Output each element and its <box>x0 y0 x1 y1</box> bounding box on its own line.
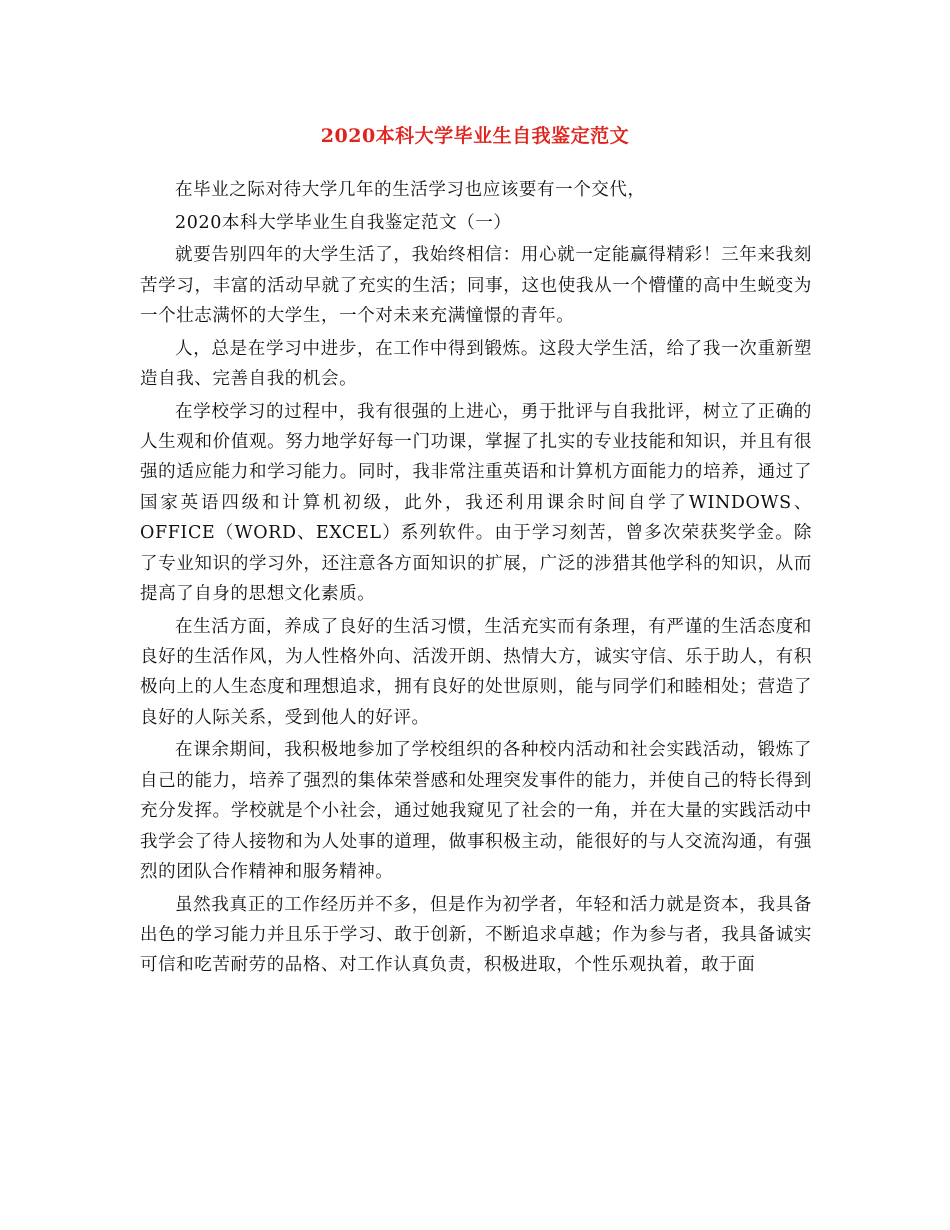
paragraph: 在学校学习的过程中，我有很强的上进心，勇于批评与自我批评，树立了正确的人生观和价值观。努力地学好每一门功课，掌握了扎实的专业技能和知识，并且有很强的适应能力和学习能力。同时，我非常注重英语和计算机方面能力的培养，通过了国家英语四级和计算机初级，此外，我还利用课余时间自学了WINDOWS、OFFICE（WORD、EXCEL）系列软件。由于学习刻苦，曾多次荣获奖学金。除了专业知识的学习外，还注意各方面知识的扩展，广泛的涉猎其他学科的知识，从而提高了自身的思想文化素质。 <box>140 401 812 605</box>
paragraph: 虽然我真正的工作经历并不多，但是作为初学者，年轻和活力就是资本，我具备出色的学习能力并且乐于学习、敢于创新，不断追求卓越；作为参与者，我具备诚实可信和吃苦耐劳的品格、对工作认真负责，积极进取，个性乐观执着，敢于面 <box>140 894 812 976</box>
paragraph: 在生活方面，养成了良好的生活习惯，生活充实而有条理，有严谨的生活态度和良好的生活作风，为人性格外向、活泼开朗、热情大方，诚实守信、乐于助人，有积极向上的人生态度和理想追求，拥有良好的处世原则，能与同学们和睦相处；营造了良好的人际关系，受到他人的好评。 <box>140 616 812 728</box>
paragraph-intro: 在毕业之际对待大学几年的生活学习也应该要有一个交代， <box>175 180 646 200</box>
document-body <box>140 175 812 983</box>
document-title: 2020本科大学毕业生自我鉴定范文 <box>320 125 630 147</box>
paragraph: 人，总是在学习中进步，在工作中得到锻炼。这段大学生活，给了我一次重新塑造自我、完善自我的机会。 <box>140 338 812 389</box>
paragraph: 就要告别四年的大学生活了，我始终相信：用心就一定能赢得精彩！三年来我刻苦学习，丰富的活动早就了充实的生活；同事，这也使我从一个懵懂的高中生蜕变为一个壮志满怀的大学生，一个对未来充满憧憬的青年。 <box>140 245 812 326</box>
paragraph-subtitle: 2020本科大学毕业生自我鉴定范文（一） <box>175 212 512 233</box>
paragraph: 在课余期间，我积极地参加了学校组织的各种校内活动和社会实践活动，锻炼了自己的能力，培养了强烈的集体荣誉感和处理突发事件的能力，并使自己的特长得到充分发挥。学校就是个小社会，通过她我窥见了社会的一角，并在大量的实践活动中我学会了待人接物和为人处事的道理，做事积极主动，能很好的与人交流沟通，有强烈的团队合作精神和服务精神。 <box>140 740 812 883</box>
